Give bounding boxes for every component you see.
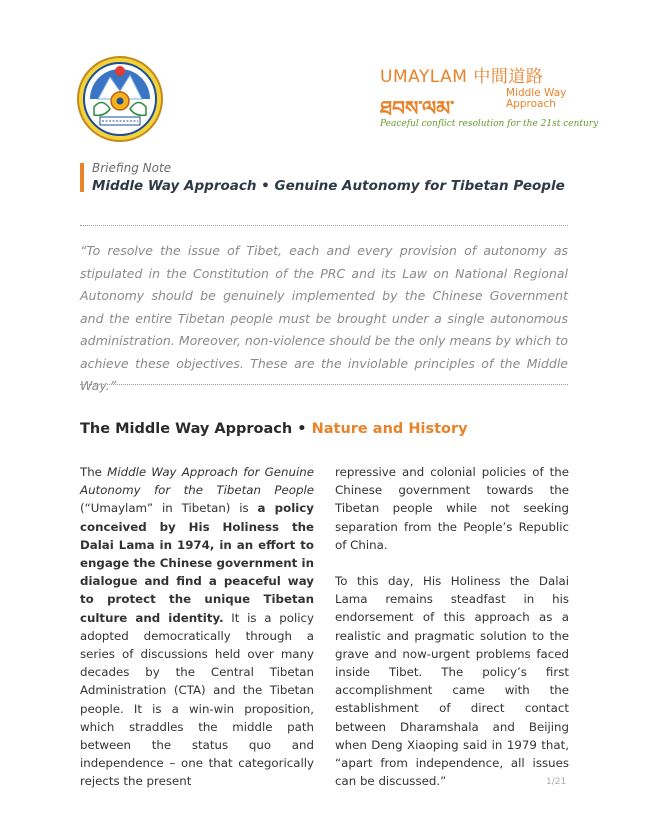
briefing-note-title: Middle Way Approach • Genuine Autonomy for Tibetan People — [92, 178, 565, 194]
body-column-right — [335, 463, 569, 808]
body-paragraph: To this day, His Holiness the Dalai Lama remains steadfast in his endorsement of this approach as a realistic and pragmatic solution to the grave and now-urgent problems faced inside Tibet. The policy’s first accomplishment came with the establishment of direct contact between Dharamshala and Beijing when Deng Xiaoping said in 1979 that, “apart from independence, all issues can be discussed.” — [335, 574, 569, 789]
briefing-note-label: Briefing Note — [92, 161, 172, 175]
body-text: is — [239, 501, 258, 516]
divider-bottom — [80, 384, 568, 385]
body-paragraph: repressive and colonial policies of the Chinese government towards the Tibetan people while not seeking separation from the People’s Republic of China. — [335, 465, 569, 552]
section-heading — [80, 421, 468, 437]
body-text: The — [80, 465, 108, 479]
body-text: (“Umaylam” in Tibetan) — [80, 501, 240, 516]
brand-tagline: Peaceful conflict resolution for the 21st century — [380, 119, 599, 129]
body-text: It is a policy adopted democratically through a series of discussions held over many decades by the Central Tibetan Administration (CTA) and the Tibetan people. It is a win-win proposition, which straddles the middle path between the status quo and independence – one that categorically rejects the present — [80, 610, 314, 789]
body-column-left — [80, 463, 314, 809]
body-paragraph — [80, 463, 314, 791]
pull-quote: “To resolve the issue of Tibet, each and every provision of autonomy as stipulated in the Constitution of the PRC and its Law on National Regional Autonomy should be genuinely implemented by the Chinese Government and the entire Tibetan people must be brought under a single autonomous administration. Moreover, non-violence should be the only means by which to achieve these objectives. These are the inviolable principles of the Middle Way.” — [80, 243, 568, 393]
page-number: 1/21 — [546, 777, 567, 787]
body-text-italic: Middle Way Approach for Genuine Autonomy for the Tibetan People — [80, 465, 314, 498]
brand-subtitle — [506, 88, 566, 110]
divider-top — [80, 225, 568, 226]
briefing-accent-bar — [80, 163, 84, 192]
umaylam-brand-logo — [376, 62, 599, 134]
brand-name: UMAYLAM 中間道路 — [380, 67, 544, 87]
section-heading-main: The Middle Way Approach • — [80, 421, 312, 437]
brand-script-wordmark: ཐབས་ལམ་ — [380, 96, 455, 120]
body-text-bold: a policy conceived by His Holiness the Dalai Lama in 1974, in an effort to engage the Chinese government in dialogue and find a peaceful way to protect the unique Tibetan culture and identity. — [80, 501, 314, 625]
brand-subtitle-line1: Middle Way — [506, 87, 567, 99]
section-heading-highlight: Nature and History — [311, 421, 468, 437]
tibetan-emblem-logo — [76, 55, 164, 143]
brand-subtitle-line2: Approach — [506, 98, 556, 110]
